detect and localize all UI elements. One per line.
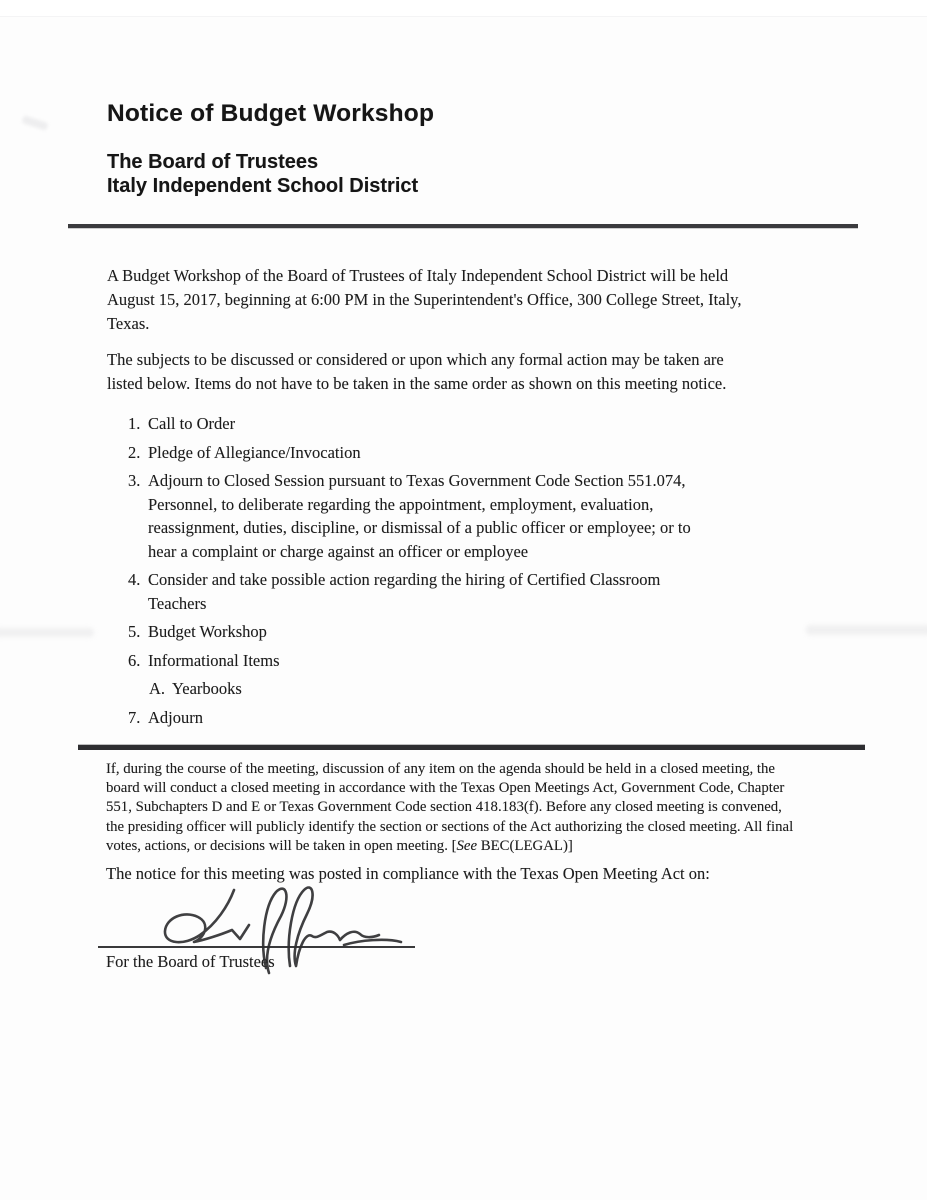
subjects-paragraph: [107, 348, 726, 396]
document-subtitle: [107, 150, 418, 198]
divider-top: [68, 224, 858, 228]
agenda-item-number: 3.: [128, 471, 141, 490]
intro-paragraph: [107, 264, 741, 336]
agenda-item-text: Informational Items: [148, 650, 280, 670]
signature-line: [98, 946, 415, 948]
agenda-subitem-yearbooks: [149, 677, 691, 701]
agenda-item-text: Adjourn to Closed Session pursuant to Texas Government Code Section 551.074, Personnel, to deliberate regarding the appointment, employment, evaluation, reassignment, duties, discipline, or dismissal of a public officer or employee; or to hear a complaint or charge against an officer or employee: [148, 471, 691, 561]
agenda-item-informational-items: [128, 649, 691, 673]
agenda-item-adjourn: [128, 706, 691, 730]
closed-meeting-notice: [106, 760, 793, 856]
fine-print-line: board will conduct a closed meeting in accordance with the Texas Open Meetings Act, Government Code, Chapter: [106, 780, 785, 797]
scan-smudge: [21, 115, 48, 131]
agenda-item-text: Call to Order: [148, 414, 236, 433]
agenda-item-text: Adjourn: [148, 707, 203, 727]
signature-label: For the Board of Trustees: [106, 952, 275, 971]
agenda-item-call-to-order: [128, 412, 691, 436]
scan-streak-right: [806, 625, 927, 635]
agenda-item-text: Consider and take possible action regarding the hiring of Certified Classroom Teachers: [148, 570, 661, 613]
agenda-subitem-text: Yearbooks: [172, 679, 242, 698]
agenda-item-pledge: [128, 441, 691, 465]
agenda-item-number: 7.: [128, 707, 141, 727]
agenda-item-number: 4.: [128, 570, 141, 589]
agenda-item-number: 5.: [128, 622, 141, 641]
subjects-line: The subjects to be discussed or considered or upon which any formal action may be taken are: [107, 350, 724, 369]
intro-line: A Budget Workshop of the Board of Trustees of Italy Independent School District will be held: [107, 266, 729, 285]
fine-print-line: the presiding officer will publicly identify the section or sections of the Act authorizing the closed meeting. All final: [106, 818, 794, 835]
agenda-subitem-letter: A.: [149, 679, 166, 698]
subjects-line: listed below. Items do not have to be taken in the same order as shown on this meeting notice.: [107, 374, 727, 393]
agenda-item-closed-session: [128, 469, 691, 563]
agenda-item-text: Pledge of Allegiance/Invocation: [148, 442, 361, 462]
subtitle-district-name: Italy Independent School District: [107, 175, 419, 197]
agenda-item-budget-workshop: [128, 620, 691, 644]
agenda-item-number: 6.: [128, 650, 141, 670]
scan-streak-left: [0, 628, 94, 637]
divider-bottom: [78, 745, 865, 750]
fine-print-line: 551, Subchapters D and E or Texas Government Code section 418.183(f). Before any closed meeting is convened,: [106, 799, 782, 816]
agenda-item-number: 2.: [128, 442, 141, 462]
page-title: Notice of Budget Workshop: [107, 100, 435, 127]
agenda-list: [128, 412, 691, 734]
scan-edge-artifact: [0, 0, 927, 17]
agenda-item-hiring-teachers: [128, 568, 691, 615]
see-reference-italic: See: [456, 837, 478, 854]
fine-print-line: If, during the course of the meeting, discussion of any item on the agenda should be held in a closed meeting, the: [106, 761, 775, 777]
subtitle-board-of-trustees: The Board of Trustees: [107, 151, 319, 173]
posting-compliance-line: The notice for this meeting was posted in compliance with the Texas Open Meeting Act on:: [106, 864, 710, 883]
agenda-item-text: Budget Workshop: [148, 622, 267, 641]
agenda-item-number: 1.: [128, 414, 141, 433]
fine-print-line: votes, actions, or decisions will be taken in open meeting. [See BEC(LEGAL)]: [106, 837, 573, 854]
intro-line: August 15, 2017, beginning at 6:00 PM in the Superintendent's Office, 300 College Street, Italy,: [107, 290, 742, 309]
intro-line: Texas.: [107, 314, 150, 333]
